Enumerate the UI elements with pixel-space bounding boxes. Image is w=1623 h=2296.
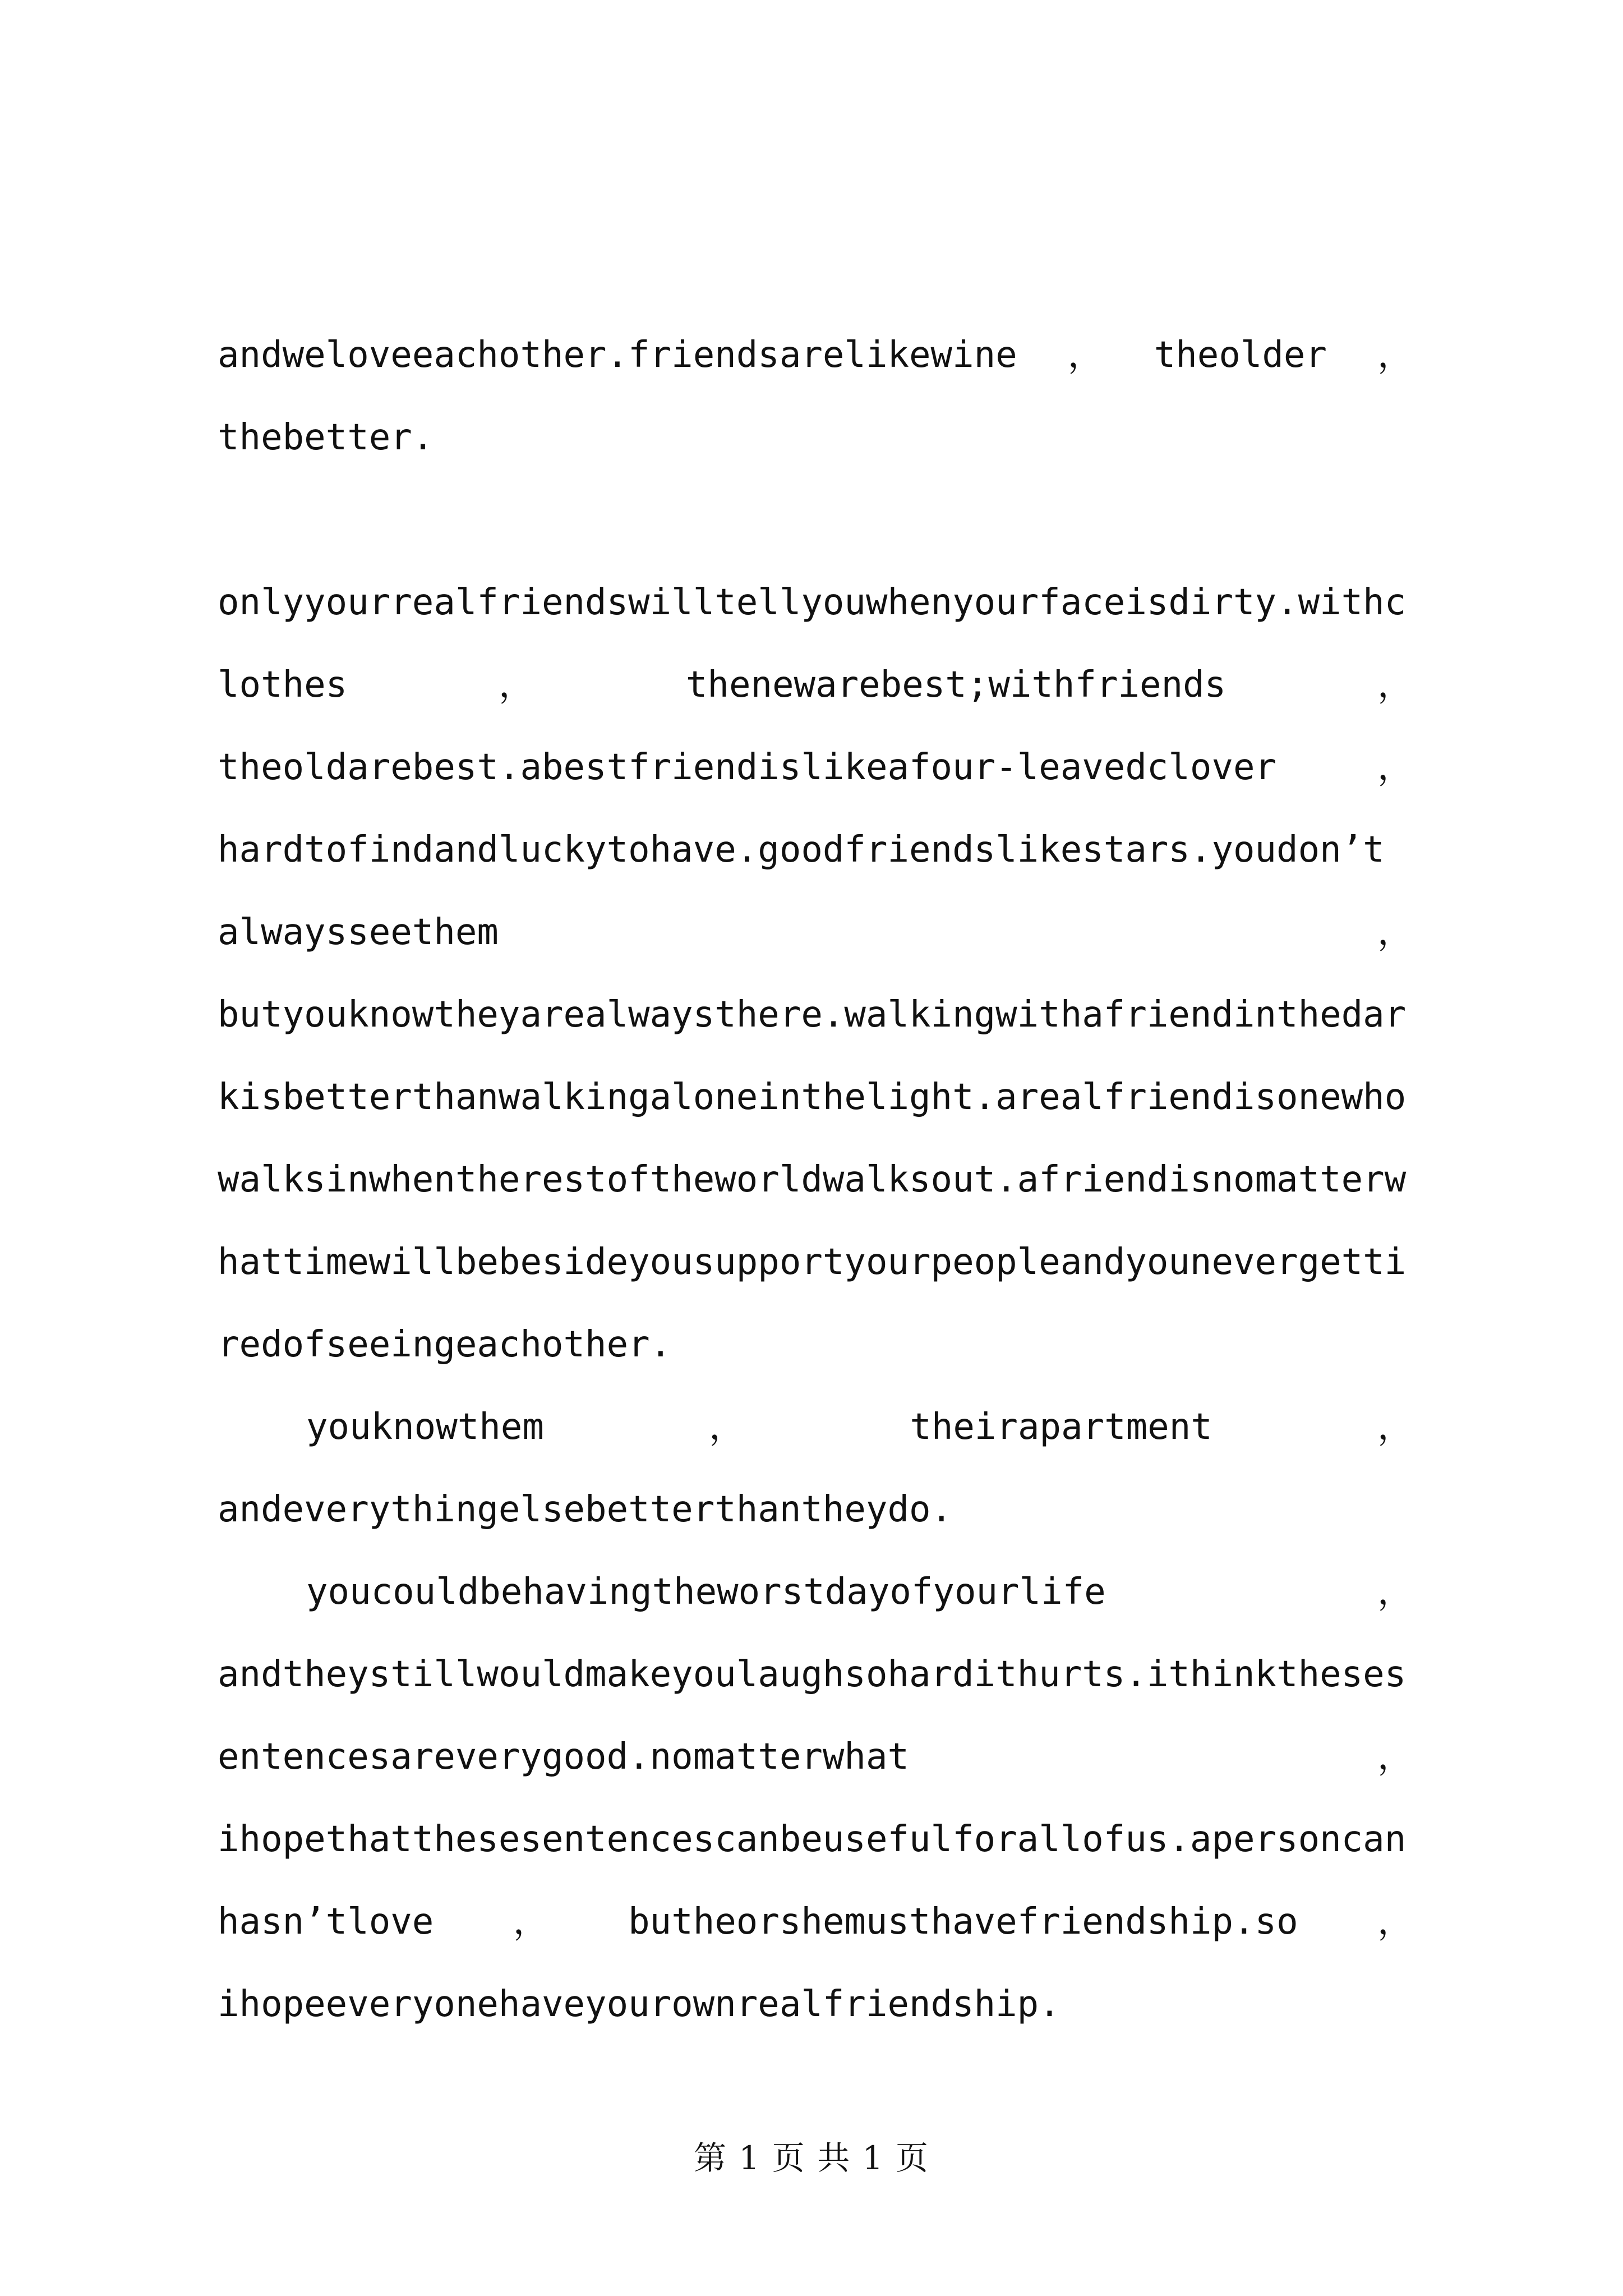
- document-body: [218, 314, 1413, 2046]
- text-segment: ，: [1377, 334, 1413, 376]
- text-line: butyouknowtheyarealwaysthere.walkingwithafriendinthedar: [218, 994, 1407, 1036]
- text-segment: thenewarebest;withfriends: [685, 664, 1227, 706]
- text-segment: lothes: [218, 664, 348, 706]
- text-segment: ，: [1377, 747, 1413, 788]
- text-line: [218, 1716, 1413, 1798]
- text-segment: ，: [1377, 1901, 1413, 1943]
- text-segment: ，: [513, 1901, 549, 1943]
- text-segment: ，: [1377, 1406, 1413, 1448]
- text-line: andtheystillwouldmakeyoulaughsohardithurts.ithinktheses: [218, 1654, 1407, 1695]
- text-line: kisbetterthanwalkingaloneinthelight.arealfriendisonewho: [218, 1076, 1407, 1118]
- text-segment: ，: [1067, 334, 1104, 376]
- text-line: [218, 1881, 1413, 1963]
- text-segment: ，: [1377, 1571, 1413, 1613]
- text-segment: andweloveeachother.friendsarelikewine: [218, 334, 1017, 376]
- text-segment: youcouldbehavingtheworstdayofyourlife: [306, 1571, 1106, 1613]
- text-segment: hasn’tlove: [218, 1901, 434, 1943]
- text-line: hattimewillbebesideyousupportyourpeopleandyounevergetti: [218, 1241, 1407, 1283]
- text-line: ihopethatthesesentencescanbeusefulforallofus.apersoncan: [218, 1819, 1407, 1860]
- page-number-footer: 第 1 页 共 1 页: [694, 2139, 929, 2177]
- text-segment: theirapartment: [910, 1406, 1212, 1448]
- text-segment: ，: [709, 1406, 745, 1448]
- text-line: [218, 1551, 1413, 1634]
- paragraph-gap: [218, 479, 1413, 562]
- text-line: [218, 644, 1413, 726]
- text-segment: ，: [1377, 1736, 1413, 1778]
- text-line: [218, 726, 1413, 809]
- text-segment: theolder: [1154, 334, 1327, 376]
- text-line: onlyyourrealfriendswilltellyouwhenyourfaceisdirty.withc: [218, 582, 1407, 623]
- text-segment: ，: [1377, 912, 1413, 953]
- text-line: [218, 314, 1413, 397]
- text-line: redofseeingeachother.: [218, 1324, 672, 1365]
- text-segment: theoldarebest.abestfriendislikeafour-leavedclover: [218, 747, 1277, 788]
- text-line: andeverythingelsebetterthantheydo.: [218, 1489, 953, 1530]
- text-line: thebetter.: [218, 417, 434, 458]
- text-segment: butheorshemusthavefriendship.so: [628, 1901, 1298, 1943]
- text-line: ihopeeveryonehaveyourownrealfriendship.: [218, 1984, 1061, 2025]
- text-line: hardtofindandluckytohave.goodfriendslikestars.youdon’t: [218, 829, 1385, 871]
- text-segment: alwaysseethem: [218, 912, 499, 953]
- text-segment: ，: [499, 664, 535, 706]
- text-line: [218, 1386, 1413, 1469]
- text-segment: ，: [1377, 664, 1413, 706]
- text-segment: entencesareverygood.nomatterwhat: [218, 1736, 909, 1778]
- text-line: [218, 891, 1413, 974]
- text-segment: youknowthem: [306, 1406, 544, 1448]
- text-line: walksinwhentherestoftheworldwalksout.afriendisnomatterw: [218, 1159, 1407, 1200]
